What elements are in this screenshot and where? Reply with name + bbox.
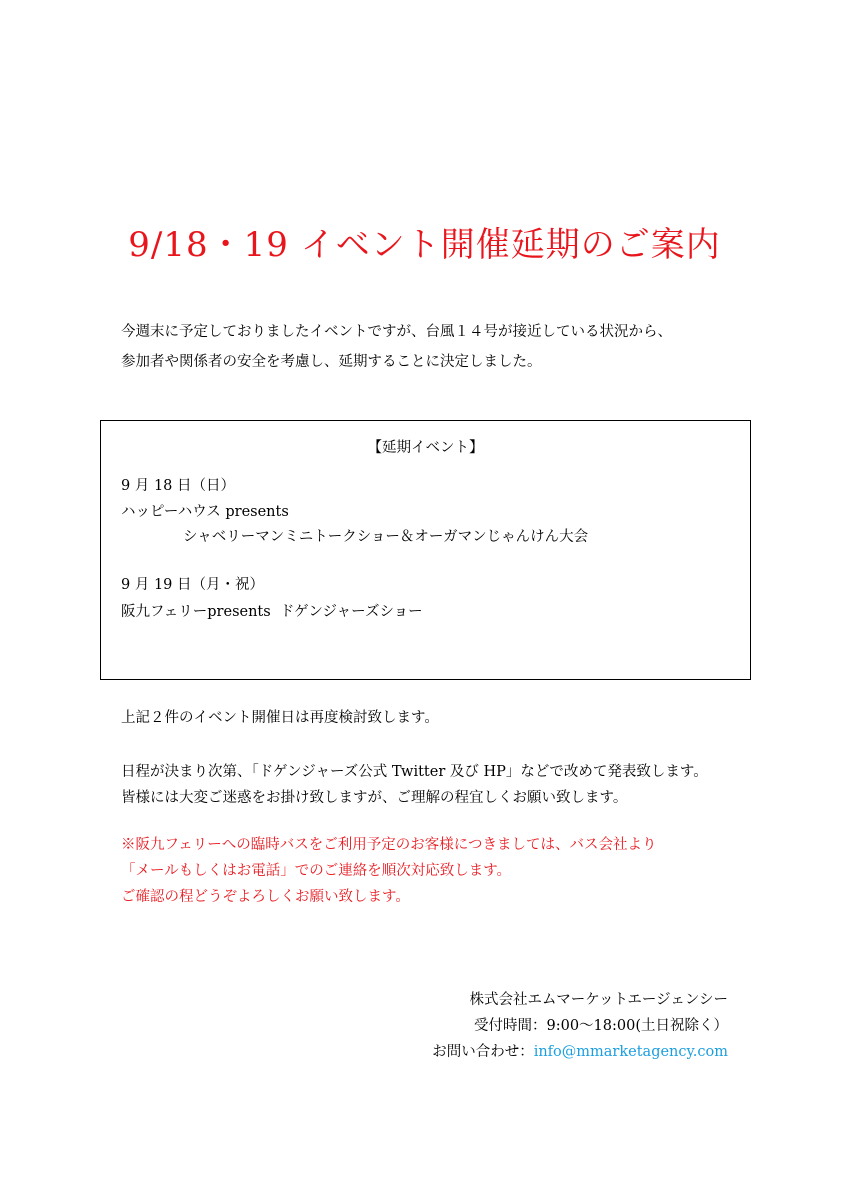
intro-line: 参加者や関係者の安全を考慮し、延期することに決定しました。 — [121, 354, 542, 370]
event1-sponsor: ハッピーハウス presents — [121, 504, 289, 520]
event2-name: 阪九フェリーpresents ドゲンジャーズショー — [121, 604, 423, 620]
box-heading: 【延期イベント】 — [367, 440, 484, 456]
apology-line: 皆様には大変ご迷惑をお掛け致しますが、ご理解の程宜しくお願い致します。 — [121, 790, 628, 806]
business-hours: 受付時間：9:00～18:00(土日祝除く） — [473, 1018, 728, 1034]
intro-paragraph — [121, 317, 672, 377]
intro-line: 今週末に予定しておりましたイベントですが、台風１４号が接近している状況から、 — [121, 324, 672, 340]
contact-email-link[interactable]: info@mmarketagency.com — [533, 1044, 728, 1060]
event1-date: 9 月 18 日（日） — [121, 478, 236, 494]
bus-notice-line: ※阪九フェリーへの臨時バスをご利用予定のお客様につきましては、バス会社より — [121, 837, 657, 853]
contact-label: お問い合わせ： — [432, 1044, 534, 1060]
announcement-line: 日程が決まり次第、「ドゲンジャーズ公式 Twitter 及び HP」などで改めて発表致します。 — [121, 764, 708, 780]
company-name: 株式会社エムマーケットエージェンシー — [469, 992, 728, 1008]
page-title: 9/18・19 イベント開催延期のご案内 — [128, 225, 721, 265]
bus-notice-line: ご確認の程どうぞよろしくお願い致します。 — [121, 889, 410, 905]
event2-date: 9 月 19 日（月・祝） — [121, 577, 265, 593]
contact-line — [432, 1040, 728, 1064]
reschedule-note: 上記２件のイベント開催日は再度検討致します。 — [121, 710, 439, 726]
postponed-events-box — [100, 420, 751, 680]
event1-name: シャベリーマンミニトークショー＆オーガマンじゃんけん大会 — [183, 529, 589, 545]
bus-notice-line: 「メールもしくはお電話」でのご連絡を順次対応致します。 — [121, 863, 512, 879]
